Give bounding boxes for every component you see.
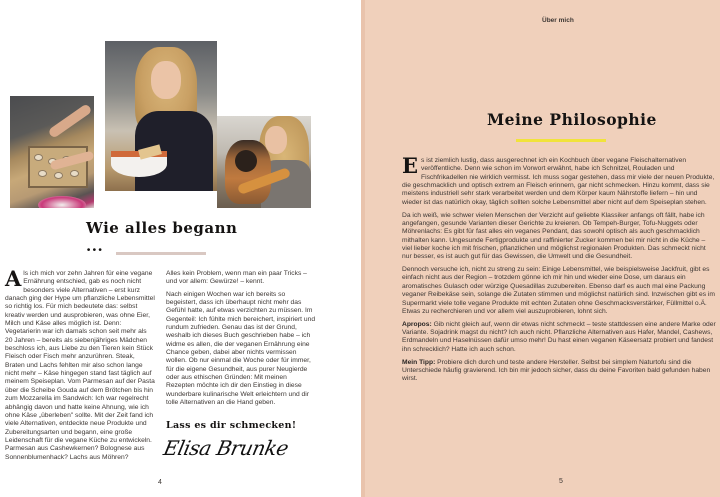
text-column-right xyxy=(402,153,716,388)
paragraph: Nach einigen Wochen war ich bereits so begeistert, dass ich überhaupt nicht mehr das Gefühl hatte, auf etwas verzichten zu müssen. Im Gegenteil: Ich fühlte mich bereichert, inspiriert und rundum zufrieden. Genau das ist der Grund, weshalb ich dieses Buch geschrieben habe – ich widme es allen, die der veganen Ernährung eine Chance geben, dabei aber nichts vermissen wollen. Ob nur einmal die Woche oder für immer, für die eigene Gesundheit, aus purer Neugierde oder aus ethischen Gründen: Mit meinen Rezepten möchte ich dir den Einstieg in diese wunderbare kulinarische Welt erleichtern und dir tolle Alternativen an die Hand geben. xyxy=(166,290,316,407)
page-number: 5 xyxy=(559,478,563,485)
closing-line: Lass es dir schmecken! xyxy=(166,420,297,431)
paragraph: Da ich weiß, wie schwer vielen Menschen der Verzicht auf geliebte Klassiker anfangs oft fällt, habe ich angefangen, gesunde Varianten dieser Gerichte zu kreieren. Ob Tempeh-Burger, Tofu-Nuggets oder Möhrenlachs: Es gibt für fast alles ein veganes Pendant, das sowohl optisch als auch geschmacklich mithalten kann. Ungesunde Fertigprodukte und raffinierter Zucker kommen bei mir nicht in die Küche – viel lieber koche ich mit frischen, pflanzlichen und möglichst regionalen Produkten. Das schmeckt nicht nur besser, es ist auch gut für das Gewissen, die Umwelt und die Gesundheit. xyxy=(402,211,706,261)
portrait-photo xyxy=(105,41,217,191)
cookie xyxy=(70,170,79,177)
cookie xyxy=(34,154,43,161)
lead-in: Apropos: xyxy=(402,320,432,328)
paragraph: Apropos: Gib nicht gleich auf, wenn dir etwas nicht schmeckt – teste stattdessen eine andere Marke oder Variante. Sojadrink magst du nicht? Ich auch nicht. Pflanzliche Alternativen aus Hafer, Mandel, Cashews, Erdmandeln und Haselnüssen dafür umso mehr! Du hast einen veganen Käseersatz probiert und fandest ihn schrecklich? Hatte ich auch schon. xyxy=(402,320,716,353)
paragraph: Alles kein Problem, wenn man ein paar Tricks – und vor allem: Gewürze! – kennt. xyxy=(166,270,307,286)
cat-photo xyxy=(217,116,311,208)
running-header: Über mich xyxy=(542,17,574,24)
arm xyxy=(47,103,92,139)
heading-separator xyxy=(116,252,206,255)
text-column-2 xyxy=(166,270,316,412)
paragraph: Es ist ziemlich lustig, dass ausgerechnet ich ein Kochbuch über vegane Fleischalternativen veröffentliche. Denn wie schon im Vorwort erwähnt, habe ich Schnitzel, Rouladen und Fischfrikadellen nie wirklich vermisst. Ich muss sogar gestehen, dass mir viele der neuen Produkte, die geschmacklich und optisch extrem an Fleisch erinnern, gar nicht schmecken. Hinzu kommt, dass sie meistens industriell sehr stark verarbeitet werden und dem Körper kaum Nährstoffe liefern – hin und wieder ist das natürlich okay, täglich sollten solche Lebensmittel aber nicht auf dem Speiseplan stehen. xyxy=(402,153,715,206)
baking-photo xyxy=(10,96,94,208)
dropcap: E xyxy=(402,153,419,178)
dropcap: A xyxy=(5,266,22,291)
cat-face xyxy=(235,150,257,172)
section-heading: Meine Philosophie xyxy=(487,110,657,129)
signature: Elisa Brunke xyxy=(161,436,291,460)
lead-in: Mein Tipp: xyxy=(402,358,436,366)
page-number: 4 xyxy=(158,479,162,486)
paragraph: Dennoch versuche ich, nicht zu streng zu sein: Einige Lebensmittel, wie beispielsweise Jackfruit, gibt es einfach nicht aus der Region – trotzdem gönne ich mir hin und wieder eine Dose, um daraus ein aromatisches Gulasch oder würzige Quesadillas zuzubereiten. Ebenso darf es auch mal eine Packung veganer Reibekäse sein, solange die Zutaten stimmen und möglichst natürlich sind. Inzwischen gibt es im Supermarkt viele tolle vegane Produkte mit echten Zutaten ohne Geschmacksverstärker, Füllmittel o.Ä. Etwas zu recherchieren und vor allem viel auszuprobieren, lohnt sich. xyxy=(402,266,715,315)
face xyxy=(151,61,181,99)
section-heading: Wie alles begann ... xyxy=(86,219,238,255)
face xyxy=(265,126,287,154)
cookie xyxy=(54,172,63,179)
intro-paragraph: Als ich mich vor zehn Jahren für eine vegane Ernährung entschied, gab es noch nicht besonders viele Alternativen – erst kurz danach ging der Hype um pflanzliche Lebensmittel so richtig los. Für mich bedeutete das: selbst kreativ werden und ausprobieren, was ohne Eier, Milch und Käse alles möglich ist. Denn: Vegetarierin war ich damals schon seit mehr als 20 Jahren – bereits als siebenjähriges Mädchen beschloss ich, aus Liebe zu den Tieren kein Stück Fleisch oder Fisch mehr anzurühren. Steak, Braten und Lachs fehlten mir also schon lange nicht mehr – Käse hingegen stand fast täglich auf meinem Speiseplan. Vom Parmesan auf der Pasta über die Scheibe Gouda auf dem Brötchen bis hin zum Mozzarella im Sandwich: Ich war regelrecht abhängig davon und hatte keine Ahnung, wie ich ohne Käse „überleben" sollte. Mit der Zeit fand ich viele Alternativen, entdeckte neue Produkte und Zubereitungsarten und begann, eine große Leidenschaft für die vegane Küche zu entwickeln. Parmesan aus Cashewkernen? Bolognese aus Sonnenblumenhack? Lachs aus Möhren? xyxy=(5,266,155,461)
cookie xyxy=(38,170,47,177)
cat xyxy=(225,140,271,204)
text-column-1 xyxy=(5,266,155,466)
plate xyxy=(38,196,86,208)
paragraph: Mein Tipp: Probiere dich durch und teste andere Hersteller. Selbst bei simplem Naturtofu sind die Unterschiede häufig gravierend. Ich bin mir jedoch sicher, dass du deine Favoriten bald gefunden haben wirst. xyxy=(402,358,711,383)
heading-separator xyxy=(516,139,606,142)
